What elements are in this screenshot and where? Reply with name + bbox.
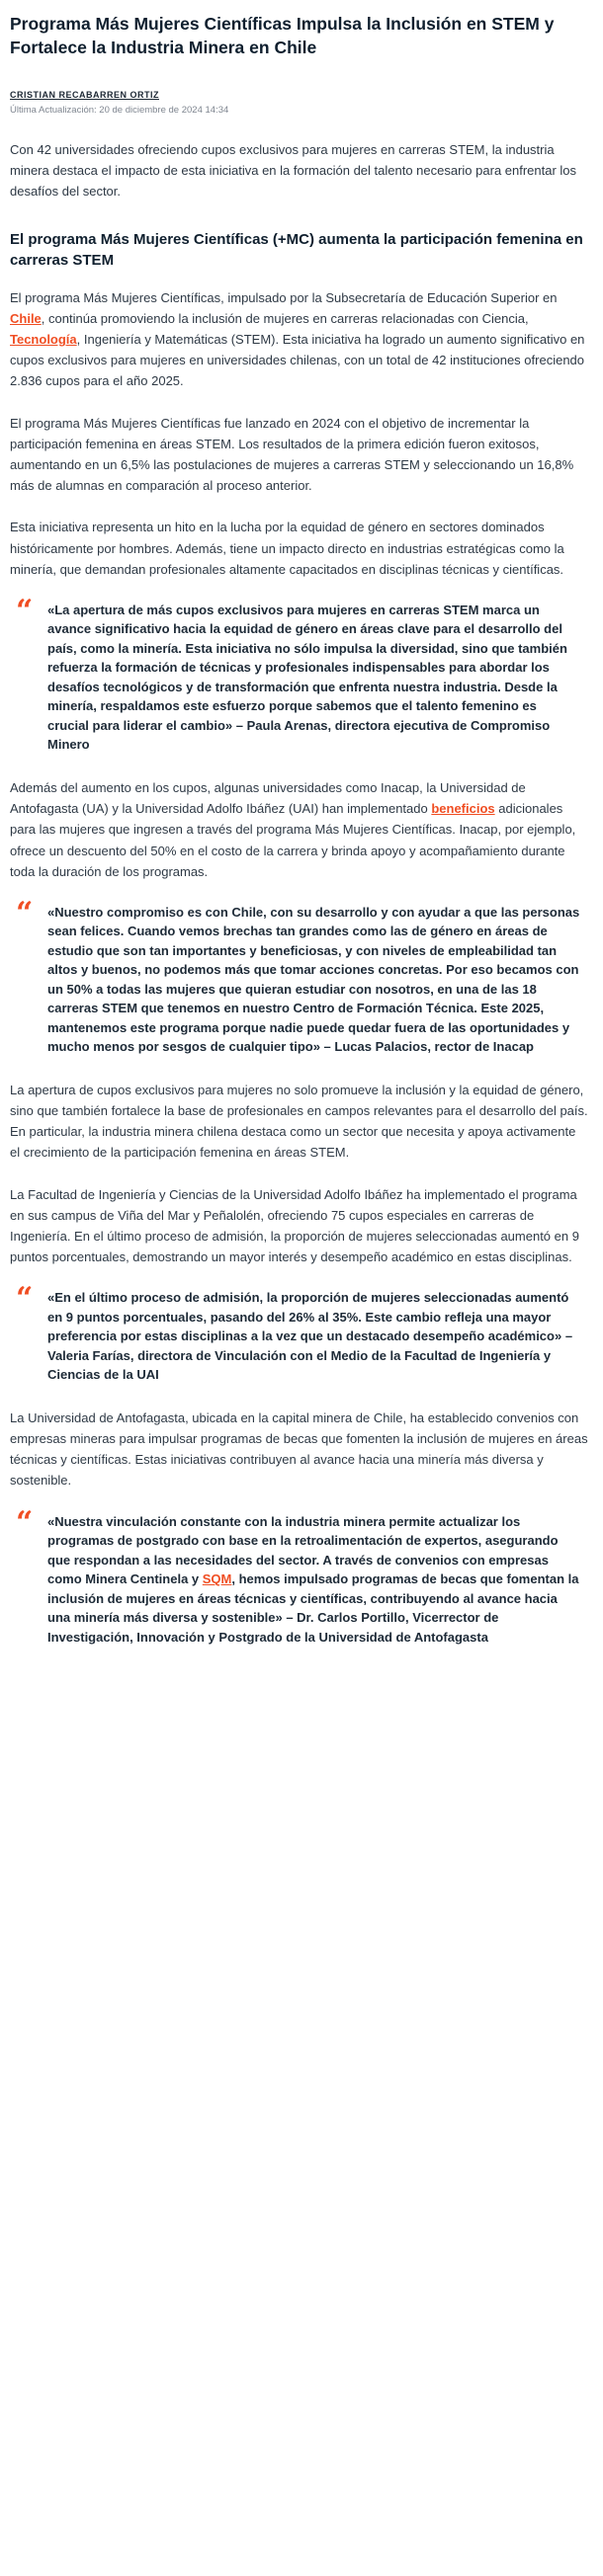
paragraph-text: El programa Más Mujeres Científicas, impulsado por la Subsecretaría de Educación Superior en [10,289,558,305]
quote-mark-icon: “ [16,895,34,930]
paragraph: El programa Más Mujeres Científicas fue lanzado en 2024 con el objetivo de incrementar la participación femenina en áreas STEM. Los resultados de la primera edición fueron exitosos, aumentando en un 6,5% las postulaciones de mujeres a carreras STEM y seleccionando un 16,8% más de alumnas en comparación al proceso anterior. [10,415,574,494]
article-title: Programa Más Mujeres Científicas Impulsa la Inclusión en STEM y Fortalece la Industria Minera en Chile [10,14,555,58]
paragraph: Esta iniciativa representa un hito en la lucha por la equidad de género en sectores dominados históricamente por hombres. Además, tiene un impacto directo en industrias estratégicas como la minería, que demandan profesionales altamente capacitados en disciplinas técnicas y científicas. [10,520,564,577]
paragraph-text: Además del aumento en los cupos, algunas universidades como Inacap, la Universidad de Antofagasta (UA) y la Universidad Adolfo Ibáñez (UAI) han implementado [10,779,526,817]
paragraph: La apertura de cupos exclusivos para mujeres no solo promueve la inclusión y la equidad de género, sino que también fortalece la base de profesionales en campos relevantes para el desarrollo del país. En particular, la industria minera chilena destaca como un sector que necesita y apoya activamente el crecimiento de la participación femenina en áreas STEM. [10,1082,588,1161]
paragraph [10,777,589,882]
quote-text: «En el último proceso de admisión, la proporción de mujeres seleccionadas aumentó en 9 puntos porcentuales, pasando del 26% al 35%. Este cambio refleja una mayor preferencia por estas disciplinas a la vez que un destacado desempeño académico» – Valeria Farías, directora de Vinculación con el Medio de la Facultad de Ingeniería y Ciencias de la UAI [47,1290,573,1383]
pull-quote-lucas-palacios [10,895,583,1057]
paragraph [10,287,589,392]
chile-link[interactable]: Chile [10,310,42,326]
paragraph-text: , Ingeniería y Matemáticas (STEM). Esta iniciativa ha logrado un aumento significativo en cupos exclusivos para mujeres en universidades chilenas, con un total de 42 instituciones ofreciendo 2.836 cupos para el año 2025. [10,332,585,389]
pull-quote-valeria-farias [10,1281,583,1385]
section-heading: El programa Más Mujeres Científicas (+MC) aumenta la participación femenina en carreras STEM [10,231,583,270]
pull-quote-carlos-portillo [10,1504,583,1648]
pull-quote-paula-arenas [10,593,583,755]
quote-text: «La apertura de más cupos exclusivos para mujeres en carreras STEM marca un avance significativo hacia la equidad de género en áreas clave para el desarrollo del país, como la minería. Esta iniciativa no sólo impulsa la diversidad, sino que también refuerza la formación de técnicas y profesionales indispensables para abordar los desafíos tecnológicos y de transformación que enfrenta nuestra industria. Desde la minería, respaldamos este esfuerzo porque sabemos que el talento femenino es crucial para liderar el cambio» – Paula Arenas, directora ejecutiva de Compromiso Minero [47,602,567,753]
sqm-link[interactable]: SQM [202,1571,232,1587]
paragraph: La Universidad de Antofagasta, ubicada en la capital minera de Chile, ha establecido convenios con empresas mineras para impulsar programas de becas que fomenten la inclusión de mujeres en áreas técnicas y científicas. Estas iniciativas contribuyen al avance hacia una minería más diversa y sostenible. [10,1409,588,1489]
byline [10,85,589,117]
beneficios-link[interactable]: beneficios [431,801,495,817]
quote-mark-icon: “ [16,1281,34,1317]
quote-mark-icon: “ [16,1504,34,1540]
quote-text: , hemos impulsado programas de becas que fomentan la inclusión de mujeres en áreas técnicas y científicas, contribuyendo al avance hacia una minería más diversa y sostenible» – Dr. Carlos Portillo, Vicerrector de Investigación, Innovación y Postgrado de la Universidad de Antofagasta [47,1571,579,1645]
quote-text: «Nuestra vinculación constante con la industria minera permite actualizar los programas de postgrado con base en la retroalimentación de expertos, asegurando que respondan a las necesidades del sector. A través de convenios con empresas como Minera Centinela y [47,1513,559,1587]
quote-text: «Nuestro compromiso es con Chile, con su desarrollo y con ayudar a que las personas sean felices. Cuando vemos brechas tan grandes como las de género en áreas de estudio que son tan importantes y beneficiosas, y con niveles de empleabilidad tan altos y buenos, no podemos más que tomar acciones concretas. Por eso becamos con un 50% a todas las mujeres que quieran estudiar con nosotros, en una de las 18 carreras STEM que tenemos en nuestro Centro de Formación Técnica. Este 2025, mantenemos este programa porque nadie puede quedar fuera de las oportunidades y mucho menos por sesgos de cualquier tipo» – Lucas Palacios, rector de Inacap [47,904,580,1055]
quote-mark-icon: “ [16,593,34,628]
paragraph-text: adicionales para las mujeres que ingresen a través del programa Más Mujeres Científicas. Inacap, por ejemplo, ofrece un descuento del 50% en el costo de la carrera y brinda apoyo y acompañamiento durante toda la duración de los programas. [10,801,576,879]
paragraph: La Facultad de Ingeniería y Ciencias de la Universidad Adolfo Ibáñez ha implementado el programa en sus campus de Viña del Mar y Peñalolén, ofreciendo 75 cupos especiales en carreras de Ingeniería. En el último proceso de admisión, la proporción de mujeres seleccionadas aumentó en 9 puntos porcentuales, demostrando un mayor interés y desempeño académico en estas disciplinas. [10,1186,579,1265]
lead-paragraph: Con 42 universidades ofreciendo cupos exclusivos para mujeres en carreras STEM, la industria minera destaca el impacto de esta iniciativa en la formación del talento necesario para enfrentar los desafíos del sector. [10,141,577,199]
paragraph-text: , continúa promoviendo la inclusión de mujeres en carreras relacionadas con Ciencia, [41,310,529,326]
tecnologia-link[interactable]: Tecnología [10,332,77,348]
author-link[interactable]: CRISTIAN RECABARREN ORTIZ [10,90,159,101]
updated-timestamp: Última Actualización: 20 de diciembre de 2024 14:34 [10,105,229,117]
